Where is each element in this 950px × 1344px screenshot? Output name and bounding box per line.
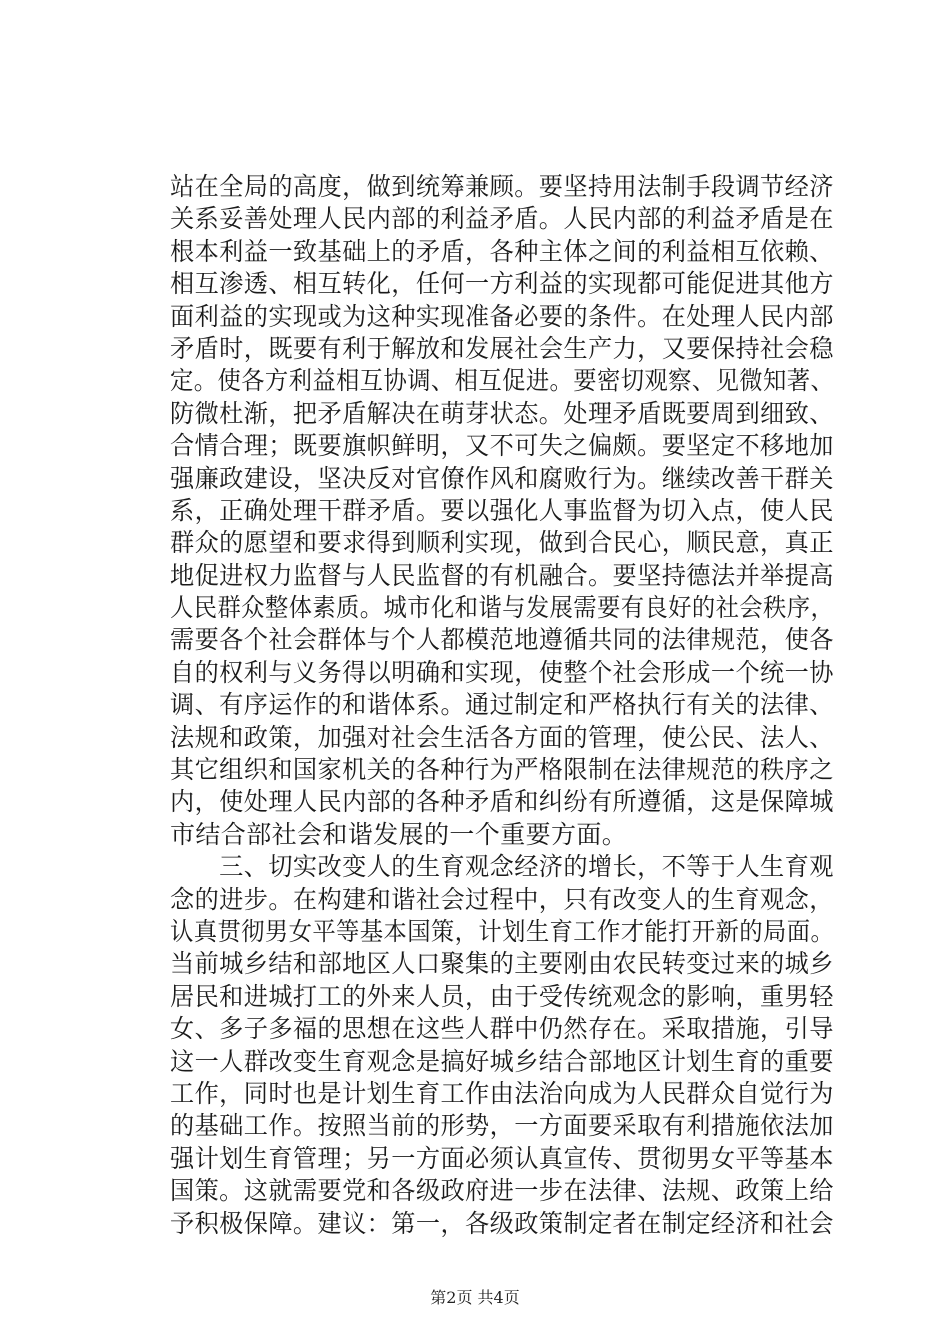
text-line: 的基础工作。按照当前的形势，一方面要采取有利措施依法加 xyxy=(170,1111,834,1141)
text-line: 市结合部社会和谐发展的一个重要方面。 xyxy=(170,819,628,849)
text-line: 认真贯彻男女平等基本国策，计划生育工作才能打开新的局面。 xyxy=(170,916,835,946)
text-line: 根本利益一致基础上的矛盾，各种主体之间的利益相互依赖、 xyxy=(170,236,834,266)
text-line: 合情合理；既要旗帜鲜明，又不可失之偏颇。要坚定不移地加 xyxy=(170,431,834,461)
text-line: 强计划生育管理；另一方面必须认真宣传、贯彻男女平等基本 xyxy=(170,1143,834,1173)
text-line: 矛盾时，既要有利于解放和发展社会生产力，又要保持社会稳 xyxy=(170,333,834,363)
text-line: 工作，同时也是计划生育工作由法治向成为人民群众自觉行为 xyxy=(170,1078,834,1108)
text-line: 自的权利与义务得以明确和实现，使整个社会形成一个统一协 xyxy=(170,657,834,687)
text-line: 关系妥善处理人民内部的利益矛盾。人民内部的利益矛盾是在 xyxy=(170,204,834,234)
text-line: 内，使处理人民内部的各种矛盾和纠纷有所遵循，这是保障城 xyxy=(170,787,834,817)
text-line: 居民和进城打工的外来人员，由于受传统观念的影响，重男轻 xyxy=(170,981,834,1011)
page-footer: 第2页 共4页 xyxy=(430,1288,520,1307)
text-line: 系，正确处理干群矛盾。要以强化人事监督为切入点，使人民 xyxy=(170,495,834,525)
text-line: 这一人群改变生育观念是搞好城乡结合部地区计划生育的重要 xyxy=(170,1046,834,1076)
text-line: 需要各个社会群体与个人都模范地遵循共同的法律规范，使各 xyxy=(170,625,834,655)
text-line: 站在全局的高度，做到统筹兼顾。要坚持用法制手段调节经济 xyxy=(170,172,834,201)
text-line: 法规和政策，加强对社会生活各方面的管理，使公民、法人、 xyxy=(170,722,834,752)
text-line: 念的进步。在构建和谐社会过程中，只有改变人的生育观念， xyxy=(170,884,834,914)
text-line: 三、切实改变人的生育观念经济的增长，不等于人生育观 xyxy=(170,852,834,882)
text-line: 定。使各方利益相互协调、相互促进。要密切观察、见微知著、 xyxy=(170,366,835,396)
text-line: 强廉政建设，坚决反对官僚作风和腐败行为。继续改善干群关 xyxy=(170,463,834,493)
text-line: 调、有序运作的和谐体系。通过制定和严格执行有关的法律、 xyxy=(170,690,834,720)
text-line: 面利益的实现或为这种实现准备必要的条件。在处理人民内部 xyxy=(170,301,834,331)
text-line: 女、多子多福的思想在这些人群中仍然存在。采取措施，引导 xyxy=(170,1014,834,1044)
body-text xyxy=(170,171,834,1240)
text-line: 地促进权力监督与人民监督的有机融合。要坚持德法并举提高 xyxy=(170,560,834,590)
text-line: 相互渗透、相互转化，任何一方利益的实现都可能促进其他方 xyxy=(170,269,834,299)
text-line: 国策。这就需要党和各级政府进一步在法律、法规、政策上给 xyxy=(170,1176,834,1206)
text-line: 人民群众整体素质。城市化和谐与发展需要有良好的社会秩序， xyxy=(170,593,835,623)
text-line: 当前城乡结和部地区人口聚集的主要刚由农民转变过来的城乡 xyxy=(170,949,834,979)
text-line: 予积极保障。建议：第一，各级政策制定者在制定经济和社会 xyxy=(170,1208,834,1238)
text-line: 群众的愿望和要求得到顺利实现，做到合民心，顺民意，真正 xyxy=(170,528,834,558)
text-line: 防微杜渐，把矛盾解决在萌芽状态。处理矛盾既要周到细致、 xyxy=(170,398,834,428)
text-line: 其它组织和国家机关的各种行为严格限制在法律规范的秩序之 xyxy=(170,755,834,785)
